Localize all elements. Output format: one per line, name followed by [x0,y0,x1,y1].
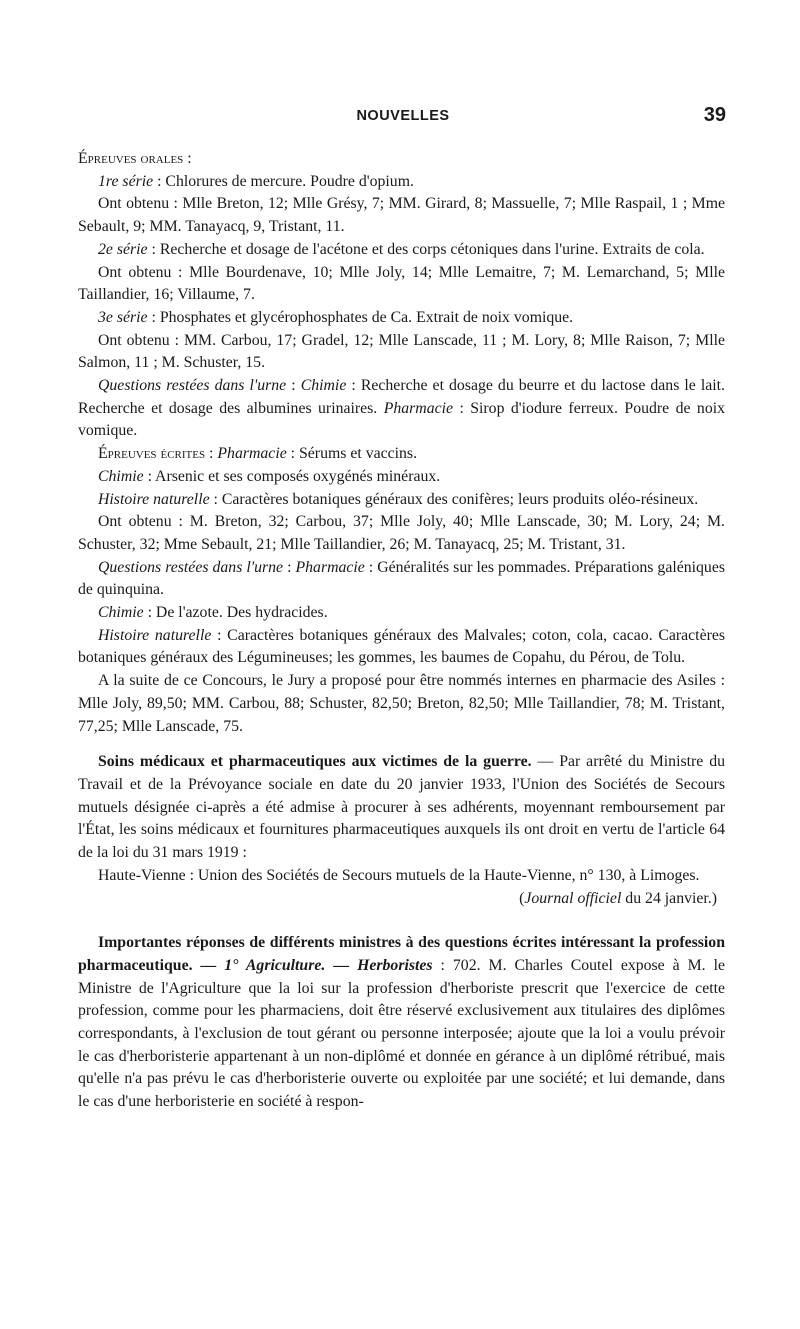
series-3-label: 3e série [98,308,148,326]
series-1-results: Ont obtenu : Mlle Breton, 12; Mlle Grésy, 7; MM. Girard, 8; Massuelle, 7; Mlle Raspail, 1 ; Mme Sebault, 9; MM. Tanayacq, 9, Tristant, 11. [78,195,725,236]
source-citation: (Journal officiel du 24 janvier.) [519,889,717,907]
section-title: Soins médicaux et pharmaceutiques aux victimes de la guerre. [98,753,532,771]
series-2: 2e série : Recherche et dosage de l'acétone et des corps cétoniques dans l'urine. Extraits de cola. [98,240,705,258]
series-3: 3e série : Phosphates et glycérophosphates de Ca. Extrait de noix vomique. [98,308,574,326]
oral-exams-heading: Épreuves orales : [78,150,192,167]
article-body [78,148,725,1114]
section-ministers-answers: Importantes réponses de différents ministres à des questions écrites intéressant la profession pharmaceutique. — 1° Agriculture. — Herboristes : 702. M. Charles Coutel expose à M. le Ministre de l'Agriculture que la loi sur la profession d'herboriste prescrit que l'exercice de cette profession, comme pour les pharmaciens, doit être réservé exclusivement aux titulaires des diplômes correspondants, à l'exclusion de tout gérant ou personne interposée; ajoute que la loi a voulu prévoir le cas d'herboristerie appartenant à un non-diplômé et donnée en gérance à un diplômé rétribué, mais qu'elle n'a pas prévu le cas d'herboristerie ouverte ou exploitée par une société; et lui demande, dans le cas d'une herboristerie en société à respon- [78,934,726,1111]
section-war-victims: Soins médicaux et pharmaceutiques aux victimes de la guerre. — Par arrêté du Ministre du Travail et de la Prévoyance sociale en date du 20 janvier 1933, l'Union des Sociétés de Secours mutuels désignée ci-après a été admise à procurer à ses adhérents, moyennant remboursement par l'État, les soins médicaux et fournitures pharmaceutiques auxquels ils ont droit en vertu de l'article 64 de la loi du 31 mars 1919 : [78,753,725,862]
series-1-label: 1re série [98,172,154,190]
written-histoire: Histoire naturelle : Caractères botaniques généraux des conifères; leurs produits oléo-résineux. [98,490,699,508]
series-2-label: 2e série [98,240,148,258]
remaining-questions-oral: Questions restées dans l'urne : Chimie : Recherche et dosage du beurre et du lactose dans le lait. Recherche et dosage des albumines urinaires. Pharmacie : Sirop d'iodure ferreux. Poudre de noix vomique. [78,377,726,440]
page-header [80,104,726,132]
series-1: 1re série : Chlorures de mercure. Poudre d'opium. [98,172,414,190]
series-3-results: Ont obtenu : MM. Carbou, 17; Gradel, 12; Mlle Lanscade, 11 ; M. Lory, 8; Mlle Raison, 7; Mlle Salmon, 11 ; M. Schuster, 15. [78,331,725,372]
page-number: 39 [703,104,726,126]
written-chimie: Chimie : Arsenic et ses composés oxygénés minéraux. [98,467,441,485]
haute-vienne-paragraph: Haute-Vienne : Union des Sociétés de Secours mutuels de la Haute-Vienne, n° 130, à Limoges. [98,866,700,884]
series-2-results: Ont obtenu : Mlle Bourdenave, 10; Mlle Joly, 14; Mlle Lemaitre, 7; M. Lemarchand, 5; Mlle Taillandier, 16; Villaume, 7. [78,263,725,304]
remaining-histoire: Histoire naturelle : Caractères botaniques généraux des Malvales; coton, cola, cacao. Caractères botaniques généraux des Légumineuses; les gommes, les baumes de Copahu, du Pérou, de Tolu. [78,626,726,667]
written-exams: Épreuves écrites : Pharmacie : Sérums et vaccins. [98,445,418,463]
remaining-chimie: Chimie : De l'azote. Des hydracides. [98,604,328,622]
running-title: NOUVELLES [356,108,450,124]
remaining-questions-written: Questions restées dans l'urne : Pharmacie : Généralités sur les pommades. Préparations galéniques de quinquina. [78,558,725,599]
written-results: Ont obtenu : M. Breton, 32; Carbou, 37; Mlle Joly, 40; Mlle Lanscade, 30; M. Lory, 24; M. Schuster, 32; Mme Sebault, 21; Mlle Taillandier, 26; M. Tanayacq, 25; M. Tristant, 31. [78,513,725,553]
section-title: Importantes réponses de différents ministres à des questions écrites intéressant la profession pharmaceutique. [78,934,725,974]
concours-result: A la suite de ce Concours, le Jury a proposé pour être nommés internes en pharmacie des Asiles : Mlle Joly, 89,50; MM. Carbou, 88; Schuster, 82,50; Breton, 82,50; Mlle Taillandier, 78; M. Tristant, 77,25; Mlle Lanscade, 75. [78,672,725,735]
